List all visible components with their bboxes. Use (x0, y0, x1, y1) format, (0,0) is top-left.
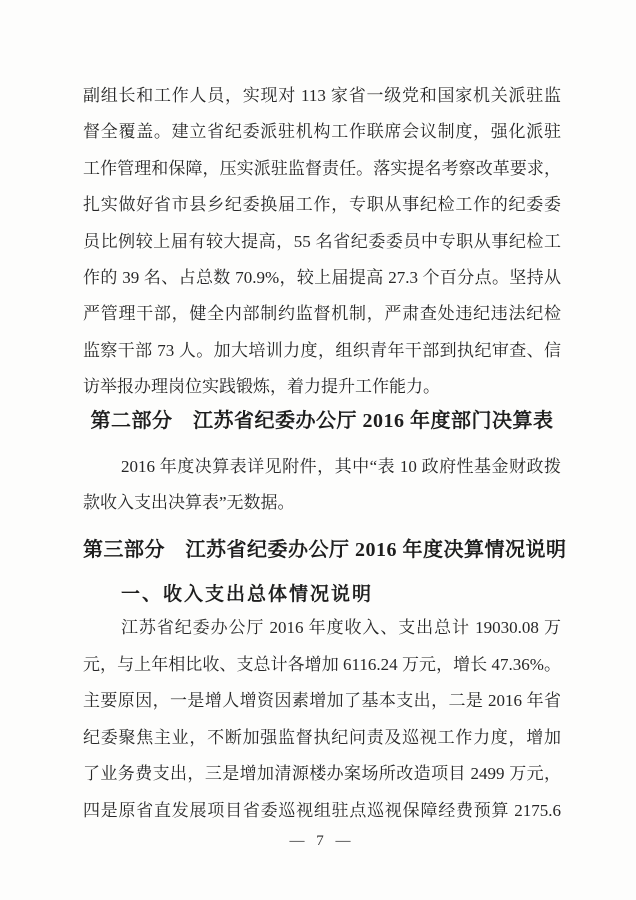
body-line: 元，与上年相比收、支总计各增加 6116.24 万元，增长 47.36%。 (83, 654, 561, 674)
body-line: 访举报办理岗位实践锻炼，着力提升工作能力。 (83, 377, 440, 397)
body-line: 严管理干部，健全内部制约监督机制，严肃查处违纪违法纪检 (83, 304, 561, 324)
body-line: 工作管理和保障，压实派驻监督责任。落实提名考察改革要求， (83, 158, 561, 178)
body-line: 员比例较上届有较大提高，55 名省纪委委员中专职从事纪检工 (83, 231, 561, 251)
body-line: 督全覆盖。建立省纪委派驻机构工作联席会议制度，强化派驻 (83, 122, 561, 142)
body-line: 2016 年度决算表详见附件，其中“表 10 政府性基金财政拨 (121, 456, 561, 476)
body-line: 监察干部 73 人。加大培训力度，组织青年干部到执纪审查、信 (83, 340, 561, 360)
body-line: 款收入支出决算表”无数据。 (83, 493, 295, 513)
section2-paragraph (83, 449, 561, 522)
body-line: 了业务费支出，三是增加清源楼办案场所改造项目 2499 万元， (83, 764, 561, 784)
body-line: 作的 39 名、占总数 70.9%，较上届提高 27.3 个百分点。坚持从 (83, 268, 561, 288)
body-paragraph-1 (83, 78, 561, 406)
section3-heading: 第三部分 江苏省纪委办公厅 2016 年度决算情况说明 (83, 539, 567, 562)
body-line: 纪委聚焦主业，不断加强监督执纪问责及巡视工作力度，增加 (83, 727, 561, 747)
section3-subheading: 一、收入支出总体情况说明 (121, 584, 374, 606)
body-line: 四是原省直发展项目省委巡视组驻点巡视保障经费预算 2175.6 (83, 800, 561, 820)
body-line: 主要原因，一是增人增资因素增加了基本支出，二是 2016 年省 (83, 691, 561, 711)
body-line: 江苏省纪委办公厅 2016 年度收入、支出总计 19030.08 万 (121, 618, 561, 638)
body-line: 扎实做好省市县乡纪委换届工作，专职从事纪检工作的纪委委 (83, 195, 561, 215)
page-number: — 7 — (289, 832, 355, 849)
section2-heading: 第二部分 江苏省纪委办公厅 2016 年度部门决算表 (90, 409, 554, 432)
body-line: 副组长和工作人员，实现对 113 家省一级党和国家机关派驻监 (83, 86, 561, 105)
section3-paragraph (83, 610, 561, 828)
